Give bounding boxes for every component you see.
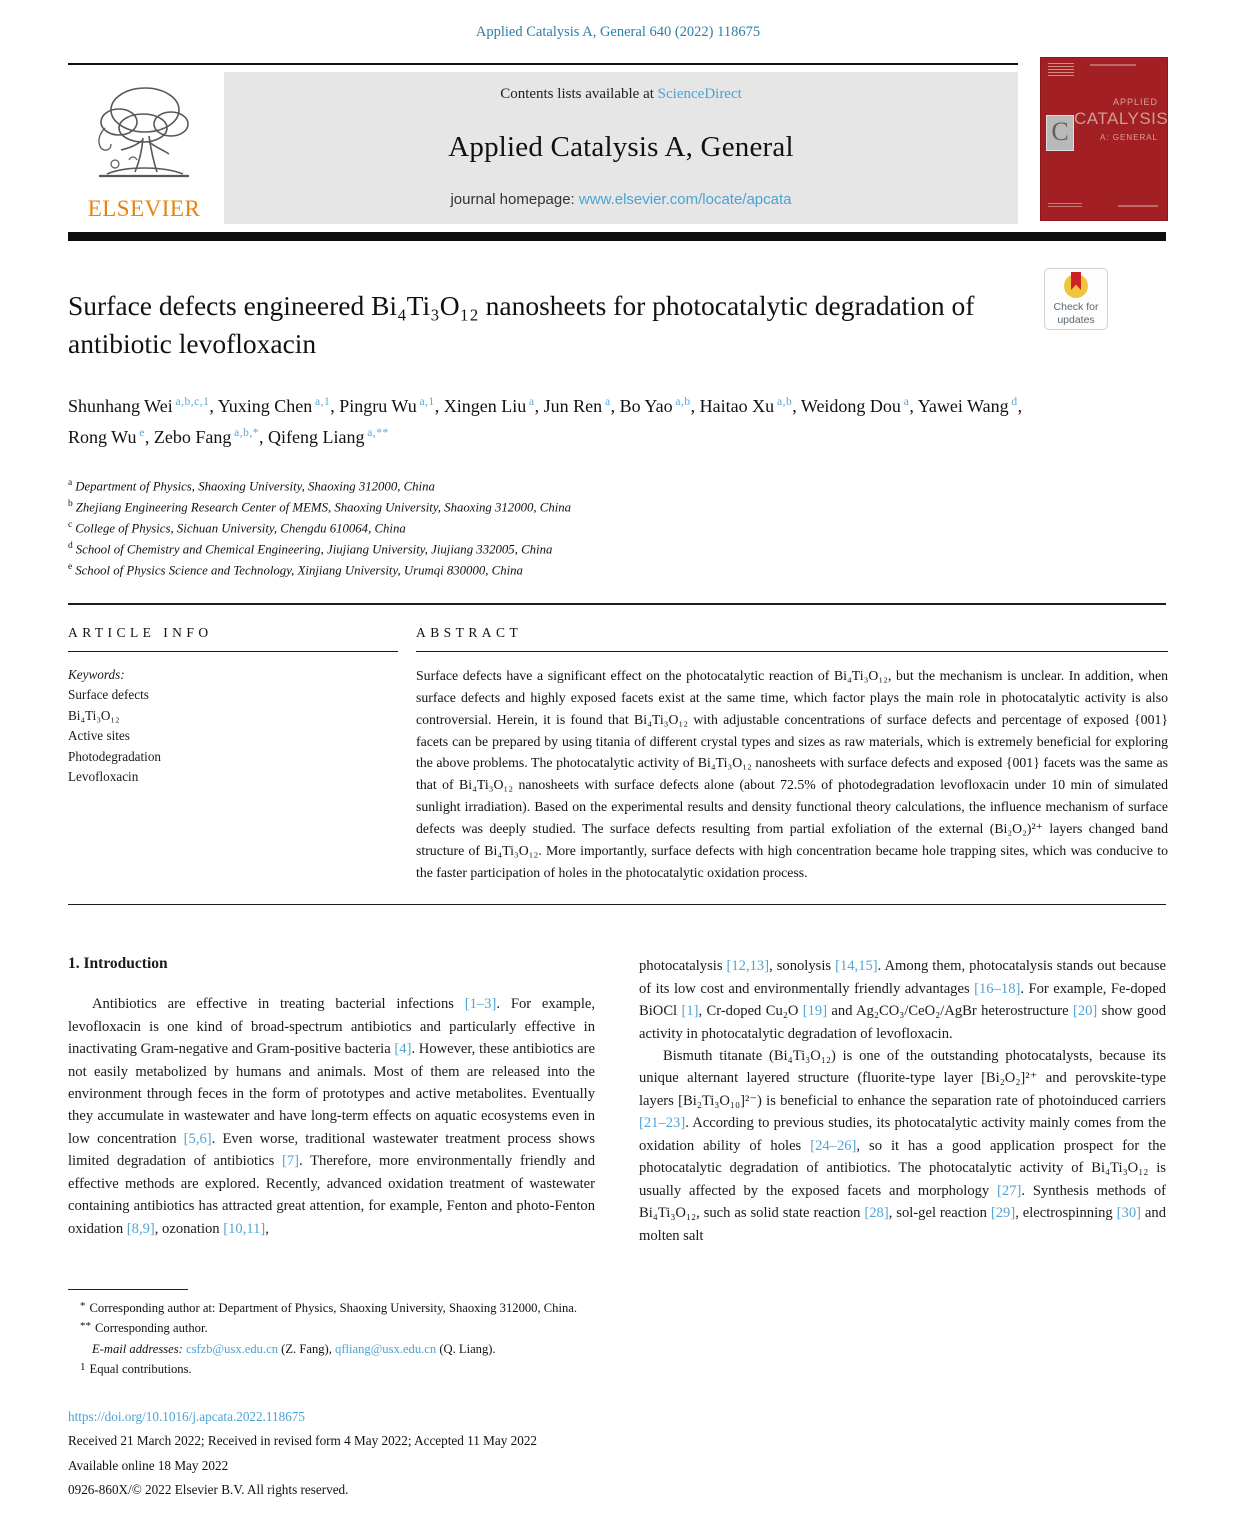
copyright-line: 0926-860X/© 2022 Elsevier B.V. All rights reserved. <box>68 1482 349 1498</box>
author-name: Weidong Dou <box>800 395 901 416</box>
masthead <box>68 63 1168 224</box>
cover-decoration <box>1090 64 1136 66</box>
affiliation-item: $^b$ Zhejiang Engineering Research Center of MEMS, Shaoxing University, Shaoxing 312000, China <box>68 498 572 515</box>
cover-applied-label: APPLIED <box>1112 97 1158 107</box>
affiliation-superscript: e <box>68 562 73 573</box>
author-superscript: a,b <box>672 395 691 408</box>
keywords-block <box>68 665 398 788</box>
email-addresses-line: E-mail addresses: csfzb@usx.edu.cn (Z. Fang), qfliang@usx.edu.cn (Q. Liang). <box>92 1341 496 1356</box>
email-link[interactable]: csfzb@usx.edu.cn <box>185 1341 279 1356</box>
keyword-item: Active sites <box>68 728 130 744</box>
cover-decoration <box>1048 63 1074 77</box>
crossmark-ribbon-icon <box>1071 272 1081 290</box>
footnote-text: Corresponding author. <box>95 1321 208 1336</box>
citation-ref[interactable]: [30] <box>1116 1205 1141 1222</box>
citation-ref[interactable]: [10,11] <box>223 1220 266 1237</box>
intro-column-right <box>639 955 1166 1247</box>
check-updates-badge[interactable] <box>1044 268 1108 330</box>
abstract-text: Surface defects have a significant effect on the photocatalytic reaction of Bi₄Ti₃O₁₂, but the mechanism is unclear. In addition, when surface defects and highly exposed facets exist at the same time, which factor plays the main role in photocatalytic activity is also controversial. Herein, it is found that Bi₄Ti₃O₁₂ with adjustable concentrations of surface defects and percentage of exposed {001} facets can be prepared by using titania of different crystal types and sizes as raw materials, which is extremely beneficial for exploring the above problems. The photocatalytic activity of Bi₄Ti₃O₁₂ nanosheets with surface defects and exposed {001} facets was the same as that of Bi₄Ti₃O₁₂ nanosheets with surface defects alone (about 72.5% of photodegradation levofloxacin under 10 min of simulated sunlight irradiation). Based on the experimental results and density functional theory calculations, the influence mechanism of surface defects was deeply studied. The surface defects resulting from partial exfoliation of the external (Bi₂O₂)²⁺ layers changed band structure of Bi₄Ti₃O₁₂. More importantly, surface defects with high concentration became hole trapping sites, which was conducive to the faster participation of holes in the photocatalytic oxidation process. <box>416 668 1168 880</box>
author-name: Pingru Wu <box>339 395 417 416</box>
intro-column-left <box>68 955 595 1247</box>
author-name: Jun Ren <box>543 395 603 416</box>
abstract-column <box>416 625 1168 884</box>
affiliation-item: $^e$ School of Physics Science and Technology, Xinjiang University, Urumqi 830000, China <box>68 562 523 578</box>
sciencedirect-link[interactable]: ScienceDirect <box>657 86 742 102</box>
citation-ref[interactable]: [1] <box>681 1003 699 1020</box>
author-superscript: a <box>526 395 535 408</box>
crossmark-icon <box>1064 274 1088 298</box>
citation-ref[interactable]: [19] <box>802 1003 828 1020</box>
citation-ref[interactable]: [8,9] <box>126 1220 155 1237</box>
author-superscript: e <box>136 427 145 440</box>
corresponding-author-note-2 <box>68 1318 1168 1338</box>
affiliation-superscript: a <box>68 477 73 488</box>
contents-prefix: Contents lists available at <box>500 86 658 102</box>
author-superscript: a,b,* <box>231 427 260 440</box>
cover-c-tile: C <box>1046 115 1074 151</box>
footnotes <box>68 1289 1168 1379</box>
footnote-text: Equal contributions. <box>89 1361 192 1376</box>
corresponding-author-note <box>68 1298 1168 1318</box>
cover-decoration <box>1048 203 1082 209</box>
keyword-item: Levofloxacin <box>68 769 139 785</box>
citation-ref[interactable]: [20] <box>1072 1003 1098 1020</box>
header-divider-bar <box>68 232 1166 241</box>
author-superscript: a <box>602 395 611 408</box>
keywords-label: Keywords: <box>68 667 125 683</box>
affiliation-superscript: d <box>68 541 73 552</box>
author-name: Bo Yao <box>619 395 673 416</box>
author-name: Rong Wu <box>68 427 137 448</box>
elsevier-logo <box>68 72 220 224</box>
citation-ref[interactable]: [14,15] <box>835 958 878 975</box>
footnote-text: Corresponding author at: Department of Physics, Shaoxing University, Shaoxing 312000, China. <box>89 1301 577 1316</box>
citation-ref[interactable]: [24–26] <box>810 1137 857 1154</box>
cover-catalysis-label: CATALYSIS <box>1074 109 1168 128</box>
introduction-section <box>68 955 1168 1247</box>
article-info-heading: ARTICLE INFO <box>68 624 213 640</box>
heading-rule <box>68 651 398 652</box>
body-paragraph: Antibiotics are effective in treating bacterial infections [1–3]. For example, levofloxacin is one kind of broad-spectrum antibiotics and particularly effective in inactivating Gram-negative and Gram-positive bacteria [4]. However, these antibiotics are not easily metabolized by humans and animals. Most of them are released into the environment through feces in the form of prototypes and active metabolites. Eventually they accumulate in wastewater and have long-term effects on aquatic ecosystems even in low concentration [5,6]. Even worse, traditional wastewater treatment process shows limited degradation of antibiotics [7]. Therefore, more environmentally friendly and effective methods are explored. Recently, advanced oxidation treatment of wastewater containing antibiotics has attracted great attention, for example, Fenton and photo-Fenton oxidation [8,9], ozonation [10,11], <box>68 996 595 1237</box>
author-superscript: a,1 <box>416 395 435 408</box>
section-rule <box>68 904 1166 906</box>
doi-link[interactable]: https://doi.org/10.1016/j.apcata.2022.118675 <box>68 1408 305 1424</box>
author-name: Yawei Wang <box>917 395 1009 416</box>
homepage-line <box>450 191 791 208</box>
author-name: Haitao Xu <box>699 395 775 416</box>
homepage-link[interactable]: www.elsevier.com/locate/apcata <box>578 191 792 208</box>
affiliation-superscript: b <box>68 498 73 509</box>
affiliation-item: $^d$ School of Chemistry and Chemical Engineering, Jiujiang University, Jiujiang 332005, China <box>68 541 553 557</box>
author-superscript: d <box>1008 395 1018 408</box>
homepage-prefix: journal homepage: <box>450 191 579 208</box>
equal-contributions-note <box>68 1359 1168 1379</box>
info-abstract-section <box>68 625 1168 884</box>
elsevier-tree-icon <box>85 76 203 194</box>
cover-a-general-label: A: GENERAL <box>1099 133 1158 142</box>
author-superscript: a <box>900 395 910 408</box>
keyword-item: Surface defects <box>68 687 149 703</box>
affiliation-item: $^c$ College of Physics, Sichuan University, Chengdu 610064, China <box>68 520 406 536</box>
email-addresses-label: E-mail addresses: <box>92 1341 186 1356</box>
authors-line: Shunhang Wei $^{a,b,c,1}$, Yuxing Chen $^{a,1}$, Pingru Wu $^{a,1}$, Xingen Liu $^a$, Jun Ren $^a$, Bo Yao $^{a,b}$, Haitao Xu $^{a,b}$, Weidong Dou $^a$, Yawei Wang $^d$, Rong Wu $^e$, Zebo Fang $^{a,b,*}$, Qifeng Liang $^{a,**}$ <box>68 395 1023 448</box>
journal-cover-thumbnail[interactable] <box>1040 57 1168 221</box>
affiliations <box>68 476 1168 581</box>
citation-ref[interactable]: [29] <box>990 1205 1016 1222</box>
footnote-marker: ** <box>80 1320 91 1333</box>
article-meta-footer <box>68 1405 1168 1503</box>
received-line: Received 21 March 2022; Received in revised form 4 May 2022; Accepted 11 May 2022 <box>68 1433 538 1449</box>
journal-title: Applied Catalysis A, General <box>448 130 794 163</box>
citation-ref[interactable]: [12,13] <box>726 958 770 975</box>
intro-heading: 1. Introduction <box>68 955 168 973</box>
elsevier-wordmark: ELSEVIER <box>87 196 201 221</box>
heading-rule <box>416 651 1168 652</box>
article-info-column <box>68 625 398 884</box>
author-superscript: a,1 <box>312 395 331 408</box>
author-name: Qifeng Liang <box>268 427 365 448</box>
author-name: Xingen Liu <box>443 395 527 416</box>
abstract-heading: ABSTRACT <box>416 624 523 640</box>
author-name: Shunhang Wei <box>68 395 173 416</box>
citation-ref[interactable]: [5,6] <box>183 1130 212 1147</box>
body-paragraph: photocatalysis [12,13], sonolysis [14,15]. Among them, photocatalysis stands out because of its low cost and environmentally friendly advantages [16–18]. For example, Fe-doped BiOCl [1], Cr-doped Cu₂O [19] and Ag₂CO₃/CeO₂/AgBr heterostructure [20] show good activity in photocatalytic degradation of levofloxacin. <box>639 958 1167 1042</box>
author-superscript: a,b <box>774 395 793 408</box>
article-title: Surface defects engineered Bi₄Ti₃O₁₂ nanosheets for photocatalytic degradation of antibiotic levofloxacin <box>68 290 975 359</box>
keyword-item: Photodegradation <box>68 748 162 764</box>
journal-citation: Applied Catalysis A, General 640 (2022) 118675 <box>475 24 761 40</box>
contents-line <box>500 86 742 103</box>
check-updates-label: Check for updates <box>1053 301 1099 326</box>
email-link[interactable]: qfliang@usx.edu.cn <box>335 1341 437 1356</box>
masthead-main <box>68 63 1018 224</box>
affiliation-superscript: c <box>68 520 73 531</box>
citation-ref[interactable]: [16–18] <box>974 980 1021 997</box>
author-superscript: a,b,c,1 <box>172 395 210 408</box>
citation-ref[interactable]: [27] <box>997 1182 1022 1199</box>
footnote-marker: 1 <box>80 1360 86 1373</box>
citation-ref[interactable]: [21–23] <box>639 1115 686 1132</box>
journal-info-box <box>224 72 1018 224</box>
available-online-line: Available online 18 May 2022 <box>68 1457 229 1473</box>
citation-ref[interactable]: [1–3] <box>464 996 497 1013</box>
footnote-marker: * <box>80 1300 86 1313</box>
cover-decoration <box>1118 205 1158 207</box>
section-rule <box>68 603 1166 605</box>
footnote-divider <box>68 1289 188 1290</box>
affiliation-item: $^a$ Department of Physics, Shaoxing University, Shaoxing 312000, China <box>68 477 435 494</box>
citation-ref[interactable]: [4] <box>394 1041 412 1058</box>
citation-ref[interactable]: [7] <box>282 1153 300 1170</box>
citation-ref[interactable]: [28] <box>864 1205 889 1222</box>
author-name: Zebo Fang <box>153 427 232 448</box>
keyword-item: Bi₄Ti₃O₁₂ <box>68 707 120 723</box>
body-paragraph: Bismuth titanate (Bi₄Ti₃O₁₂) is one of the outstanding photocatalysts, because its unique alternant layered structure (fluorite-type layer [Bi₂O₂]²⁺ and perovskite-type layers [Bi₂Ti₃O₁₀]²⁻) is beneficial to enhance the separation rate of photoinduced carriers [21–23]. According to previous studies, its photocatalytic activity mainly comes from the oxidation ability of holes [24–26], so it has a good application prospect for the photocatalytic degradation of antibiotics. The photocatalytic activity of Bi₄Ti₃O₁₂ is usually affected by the exposed facets and morphology [27]. Synthesis methods of Bi₄Ti₃O₁₂, such as solid state reaction [28], sol-gel reaction [29], electrospinning [30] and molten salt <box>639 1048 1166 1244</box>
keywords-list <box>68 685 398 787</box>
author-superscript: a,** <box>364 427 389 440</box>
author-name: Yuxing Chen <box>217 395 313 416</box>
